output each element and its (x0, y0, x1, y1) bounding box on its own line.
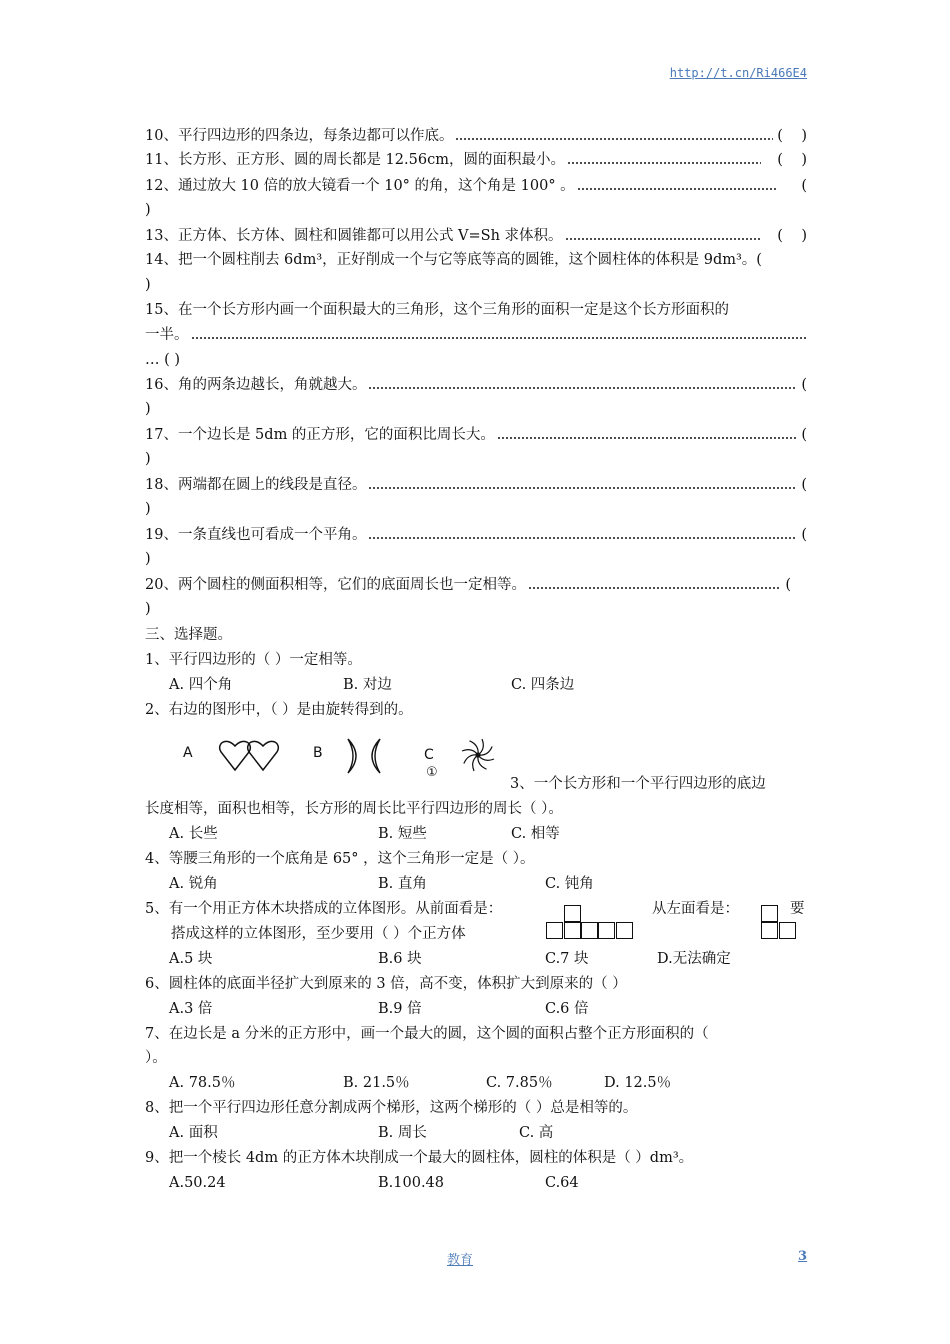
question-3: 3、一个长方形和一个平行四边形的底边 (510, 776, 766, 792)
double-heart-figure (218, 738, 282, 772)
question-2: 2、右边的图形中，（ ）是由旋转得到的。 (145, 702, 413, 718)
option-c: C. 7.85％ (486, 1075, 553, 1091)
option-b: B.6 块 (378, 951, 422, 967)
question-8: 8、把一个平行四边形任意分割成两个梯形，这两个梯形的（ ）总是相等的。 (145, 1100, 638, 1116)
pinwheel-figure (460, 737, 496, 773)
footer-link[interactable]: 教育 (447, 1253, 474, 1268)
question-7-options (145, 1072, 807, 1094)
judge-item-10 (145, 125, 807, 147)
option-a: A. 长些 (169, 826, 218, 842)
judge-text: 10、平行四边形的四条边，每条边都可以作底。 (145, 128, 454, 144)
dot-leader (565, 238, 762, 240)
question-8-options (145, 1122, 807, 1144)
option-b: B.100.48 (378, 1175, 445, 1191)
option-d: D.无法确定 (657, 951, 731, 967)
question-1-options (145, 674, 807, 696)
question-7: 7、在边长是 a 分米的正方形中，画一个最大的圆，这个圆的面积占整个正方形面积的（ (145, 1026, 709, 1042)
option-c: C.7 块 (545, 951, 589, 967)
judge-item-14: 14、把一个圆柱削去 6dm³，正好削成一个与它等底等高的圆锥，这个圆柱体的体积是 9dm³。( (145, 252, 762, 268)
question-5-text-end: 要 (790, 901, 805, 917)
answer-paren-close: ) (145, 401, 151, 417)
judge-item-16 (145, 374, 807, 396)
question-5-left-view-label: 从左面看是： (652, 901, 739, 917)
figure-label-b: B (313, 745, 323, 761)
option-c: C. 钝角 (545, 876, 594, 892)
dot-leader (455, 138, 773, 140)
option-a: A. 四个角 (169, 677, 233, 693)
question-5: 5、有一个用正方体木块搭成的立体图形。从前面看是： (145, 901, 503, 917)
question-4-options (145, 873, 807, 895)
answer-paren: ( (785, 577, 791, 593)
answer-paren: ( ) (777, 152, 807, 168)
answer-paren: ( (801, 477, 807, 493)
judge-item-17 (145, 424, 807, 446)
judge-text: 18、两端都在圆上的线段是直径。 (145, 477, 367, 493)
answer-paren-close: ) (145, 551, 151, 567)
option-c: C. 相等 (511, 826, 560, 842)
option-c: C. 高 (519, 1125, 554, 1141)
option-b: B. 短些 (378, 826, 427, 842)
answer-paren: … ( ) (145, 352, 181, 368)
answer-paren: ( (801, 377, 807, 393)
judge-item-15-cont (145, 324, 807, 346)
dot-leader (368, 537, 797, 539)
question-3-options (145, 823, 807, 845)
judge-text: 13、正方体、长方体、圆柱和圆锥都可以用公式 V=Sh 求体积。 (145, 228, 563, 244)
judge-item-20 (145, 574, 791, 596)
question-5-options (145, 948, 807, 970)
dot-leader (368, 387, 797, 389)
question-9-options (145, 1172, 807, 1194)
judge-item-19 (145, 524, 807, 546)
judge-text: 19、一条直线也可看成一个平角。 (145, 527, 367, 543)
crescent-figure (344, 737, 384, 775)
option-b: B. 对边 (343, 677, 392, 693)
judge-text: 12、通过放大 10 倍的放大镜看一个 10° 的角，这个角是 100° 。 (145, 178, 575, 194)
dot-leader (497, 437, 797, 439)
answer-paren: ( (801, 427, 807, 443)
figure-label-a: A (183, 745, 193, 761)
judge-text: 一半。 (145, 327, 189, 343)
answer-paren-close: ) (145, 451, 151, 467)
option-a: A.5 块 (169, 951, 213, 967)
answer-paren: ( (801, 527, 807, 543)
option-a: A. 78.5％ (169, 1075, 236, 1091)
dot-leader (577, 188, 778, 190)
option-b: B.9 倍 (378, 1001, 422, 1017)
judge-text: 20、两个圆柱的侧面积相等，它们的底面周长也一定相等。 (145, 577, 526, 593)
option-b: B. 周长 (378, 1125, 427, 1141)
question-7-cont: ）。 (145, 1050, 167, 1066)
option-c: C. 四条边 (511, 677, 575, 693)
judge-text: 16、角的两条边越长，角就越大。 (145, 377, 367, 393)
option-a: A. 锐角 (169, 876, 218, 892)
answer-paren: ( ) (777, 128, 807, 144)
answer-paren: ( (801, 178, 807, 194)
option-d: D. 12.5％ (604, 1075, 672, 1091)
dot-leader (191, 337, 808, 339)
judge-item-12 (145, 175, 807, 197)
circled-number: ① (426, 765, 438, 780)
judge-text: 17、一个边长是 5dm 的正方形，它的面积比周长大。 (145, 427, 495, 443)
question-3-cont: 长度相等，面积也相等，长方形的周长比平行四边形的周长（ ）。 (145, 801, 563, 817)
judge-item-18 (145, 474, 807, 496)
figure-label-c: C (424, 747, 434, 763)
section-title: 三、选择题。 (145, 627, 232, 643)
option-b: B. 21.5％ (343, 1075, 410, 1091)
option-a: A.50.24 (169, 1175, 226, 1191)
judge-item-13 (145, 225, 807, 247)
question-6: 6、圆柱体的底面半径扩大到原来的 3 倍，高不变，体积扩大到原来的（ ） (145, 976, 627, 992)
judge-text: 11、长方形、正方形、圆的周长都是 12.56cm，圆的面积最小。 (145, 152, 565, 168)
question-5-cont: 搭成这样的立体图形，至少要用（ ）个正方体 (171, 926, 466, 942)
answer-paren-close: ) (145, 277, 151, 293)
header-link[interactable]: http://t.cn/Ri466E4 (669, 66, 807, 80)
dot-leader (368, 487, 797, 489)
page-number[interactable]: 3 (798, 1249, 808, 1264)
answer-paren-close: ) (145, 202, 151, 218)
dot-leader (567, 162, 761, 164)
answer-paren-close: ) (145, 501, 151, 517)
question-6-options (145, 998, 807, 1020)
option-b: B. 直角 (378, 876, 427, 892)
option-c: C.64 (545, 1175, 579, 1191)
judge-item-11 (145, 149, 807, 171)
option-a: A.3 倍 (169, 1001, 213, 1017)
judge-item-15: 15、在一个长方形内画一个面积最大的三角形，这个三角形的面积一定是这个长方形面积的 (145, 302, 729, 318)
answer-paren: ( ) (777, 228, 807, 244)
answer-paren-close: ) (145, 601, 151, 617)
question-1: 1、平行四边形的（ ）一定相等。 (145, 652, 362, 668)
dot-leader (528, 587, 781, 589)
option-a: A. 面积 (169, 1125, 218, 1141)
question-9: 9、把一个棱长 4dm 的正方体木块削成一个最大的圆柱体，圆柱的体积是（ ）dm³。 (145, 1150, 694, 1166)
question-4: 4、等腰三角形的一个底角是 65° ，这个三角形一定是（ ）。 (145, 851, 535, 867)
option-c: C.6 倍 (545, 1001, 589, 1017)
